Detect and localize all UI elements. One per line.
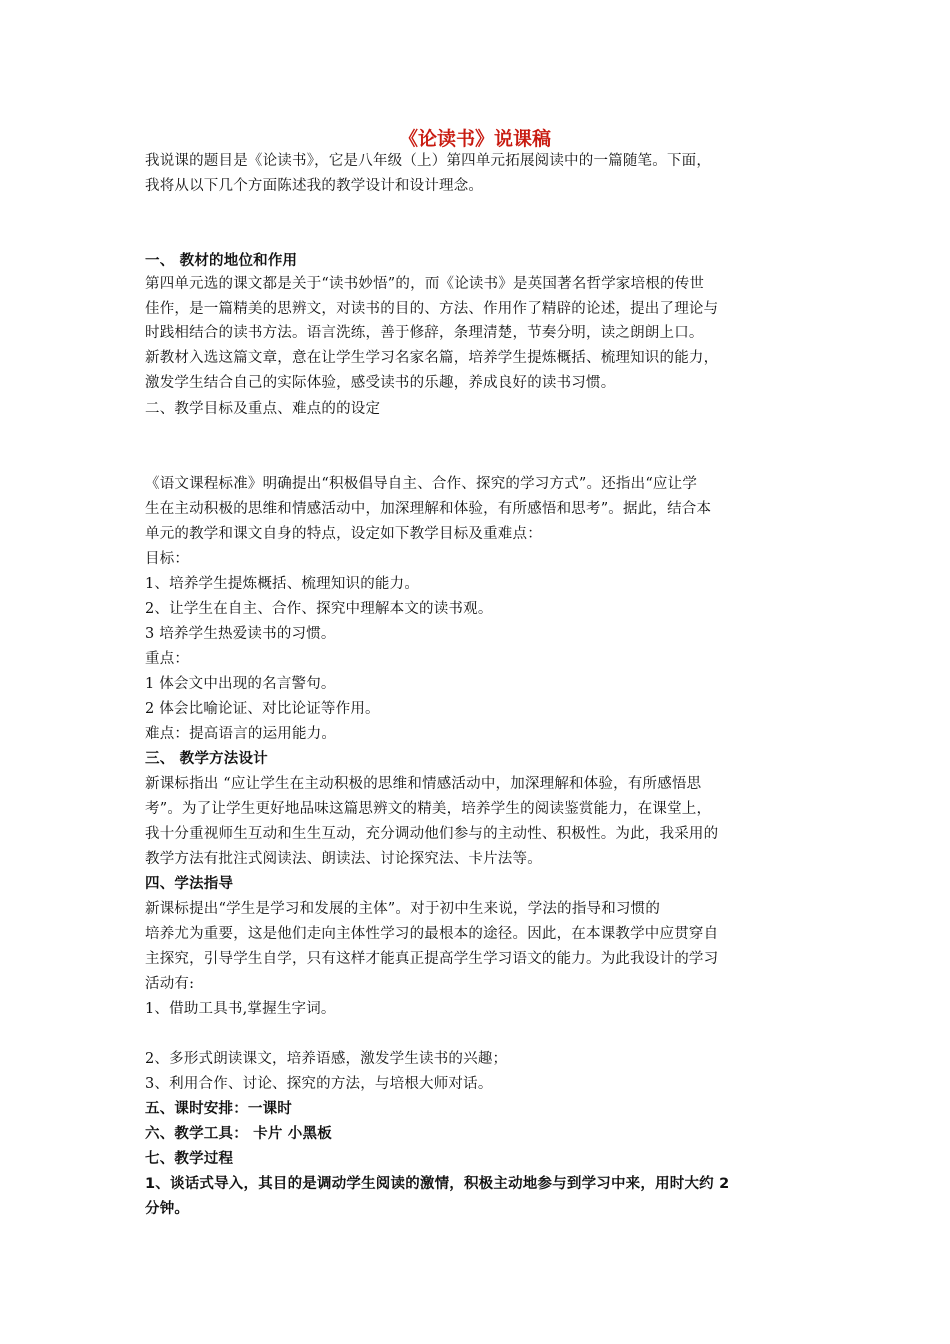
paragraph-line: 激发学生结合自己的实际体验，感受读书的乐趣，养成良好的读书习惯。 xyxy=(145,375,616,391)
bold-paragraph-line: 1、谈话式导入，其目的是调动学生阅读的激情，积极主动地参与到学习中来，用时大约 2 xyxy=(145,1176,730,1192)
list-item: 3 培养学生热爱读书的习惯。 xyxy=(145,626,336,642)
paragraph-line: 第四单元选的课文都是关于“读书妙悟”的，而《论读书》是英国著名哲学家培根的传世 xyxy=(145,276,705,292)
bold-paragraph-line: 分钟。 xyxy=(145,1201,190,1217)
list-heading: 目标： xyxy=(145,551,190,567)
list-item: 1、借助工具书,掌握生字词。 xyxy=(145,1001,336,1017)
paragraph-line: 新教材入选这篇文章，意在让学生学习名家名篇，培养学生提炼概括、梳理知识的能力， xyxy=(145,350,719,366)
list-item: 1、培养学生提炼概括、梳理知识的能力。 xyxy=(145,576,420,592)
list-item: 2 体会比喻论证、对比论证等作用。 xyxy=(145,701,380,717)
paragraph-line: 单元的教学和课文自身的特点，设定如下教学目标及重难点： xyxy=(145,526,542,542)
paragraph-line: 新课标指出 “应让学生在主动积极的思维和情感活动中，加深理解和体验，有所感悟思 xyxy=(145,776,702,792)
paragraph-line: 新课标提出“学生是学习和发展的主体”。对于初中生来说，学法的指导和习惯的 xyxy=(145,901,661,917)
paragraph-line: 生在主动积极的思维和情感活动中，加深理解和体验，有所感悟和思考”。据此，结合本 xyxy=(145,501,712,517)
paragraph-line: 佳作，是一篇精美的思辨文，对读书的目的、方法、作用作了精辟的论述，提出了理论与 xyxy=(145,301,719,317)
section-heading-6: 六、教学工具： 卡片 小黑板 xyxy=(145,1126,332,1142)
paragraph-line: 《语文课程标准》明确提出“积极倡导自主、合作、探究的学习方式”。还指出“应让学 xyxy=(145,476,698,492)
section-heading-2: 二、教学目标及重点、难点的的设定 xyxy=(145,401,381,417)
list-item: 3、利用合作、讨论、探究的方法，与培根大师对话。 xyxy=(145,1076,493,1092)
section-heading-4: 四、学法指导 xyxy=(145,876,234,892)
list-item: 1 体会文中出现的名言警句。 xyxy=(145,676,336,692)
list-item: 难点：提高语言的运用能力。 xyxy=(145,726,337,742)
section-heading-7: 七、教学过程 xyxy=(145,1151,234,1167)
section-heading-1: 一、 教材的地位和作用 xyxy=(145,253,298,269)
section-heading-5: 五、课时安排：一课时 xyxy=(145,1101,292,1117)
paragraph-line: 培养尤为重要，这是他们走向主体性学习的最根本的途径。因此，在本课教学中应贯穿自 xyxy=(145,926,719,942)
document-title: 《论读书》说课稿 xyxy=(398,128,551,150)
intro-line-2: 我将从以下几个方面陈述我的教学设计和设计理念。 xyxy=(145,178,484,194)
list-heading: 重点： xyxy=(145,651,190,667)
paragraph-line: 时践相结合的读书方法。语言洗练，善于修辞，条理清楚，节奏分明，读之朗朗上口。 xyxy=(145,325,704,341)
list-item: 2、让学生在自主、合作、探究中理解本文的读书观。 xyxy=(145,601,493,617)
section-heading-3: 三、 教学方法设计 xyxy=(145,751,268,767)
paragraph-line: 主探究，引导学生自学，只有这样才能真正提高学生学习语文的能力。为此我设计的学习 xyxy=(145,951,719,967)
paragraph-line: 考”。为了让学生更好地品味这篇思辨文的精美，培养学生的阅读鉴赏能力，在课堂上， xyxy=(145,801,712,817)
paragraph-line: 教学方法有批注式阅读法、朗读法、讨论探究法、卡片法等。 xyxy=(145,851,542,867)
list-item: 2、多形式朗读课文，培养语感，激发学生读书的兴趣； xyxy=(145,1051,508,1067)
paragraph-line: 我十分重视师生互动和生生互动，充分调动他们参与的主动性、积极性。为此，我采用的 xyxy=(145,826,719,842)
intro-line-1: 我说课的题目是《论读书》，它是八年级（上）第四单元拓展阅读中的一篇随笔。下面， xyxy=(145,153,712,169)
paragraph-line: 活动有: xyxy=(145,976,195,992)
